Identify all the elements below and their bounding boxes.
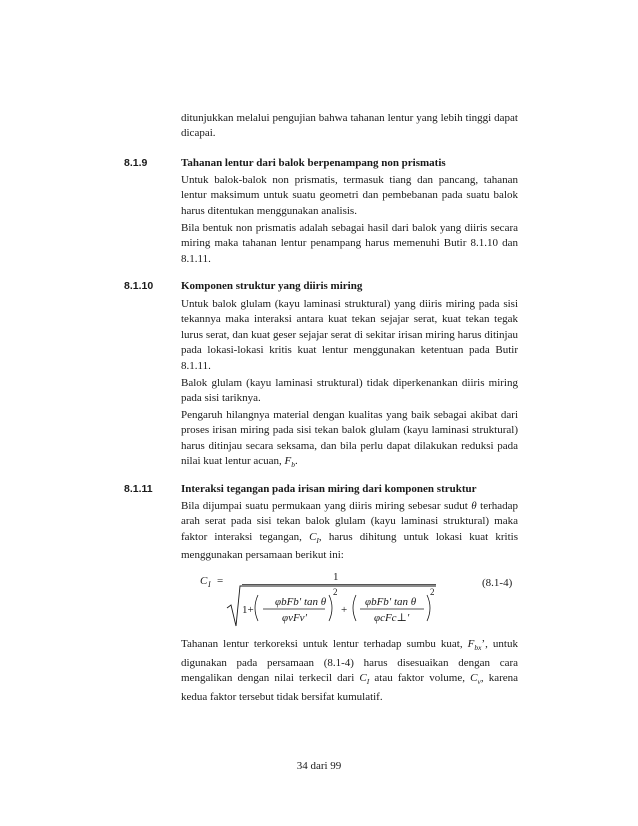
symbol-ci-2: $C_I$ (359, 672, 370, 687)
section-8110-paragraph-1: Untuk balok glulam (kayu laminasi struktural) yang diiris miring pada sisi tekannya maka interaksi antara kuat tekan sejajar serat, kuat tekan tegak lurus serat, dan kuat geser sejajar serat di sekitar irisan miring harus ditinjau pada lokasi-lokasi kritis kuat lentur menggunakan ketentuan pada Butir 8.1.11. (181, 298, 518, 372)
section-8111-paragraph-1: Bila dijumpai suatu permukaan yang diiris miring sebesar sudut θ terhadap arah serat pada sisi tekan balok glulam (kayu laminasi struktural) maka faktor interaksi tegangan, $C_I$, harus dihitung untuk lokasi kuat kritis menggunakan persamaan berikut ini: (181, 500, 519, 562)
eq-one-plus: 1+ (242, 604, 254, 616)
eq-equals: = (217, 575, 224, 587)
section-title-8111: Interaksi tegangan pada irisan miring dari komponen struktur (181, 483, 477, 495)
eq-lhs-sub: I (208, 580, 211, 589)
section-819-paragraph-2: Bila bentuk non prismatis adalah sebagai hasil dari balok yang diiris secara miring maka tahanan lentur penampang harus memenuhi Butir 8.1.10 dan 8.1.11. (181, 222, 518, 265)
eq-paren-left-2 (353, 595, 356, 621)
equation-graphic (200, 568, 520, 630)
eq-lhs: C (200, 575, 208, 587)
equation-number: (8.1-4) (482, 577, 513, 589)
eq-exponent-2: 2 (430, 587, 435, 597)
eq-paren-right-1 (329, 595, 332, 621)
section-819-paragraph-1: Untuk balok-balok non prismatis, termasuk tiang dan pancang, tahanan lentur maksimum untuk suatu geometri dan pembebanan pada suatu balok harus ditentukan menggunakan analisis. (181, 174, 518, 217)
section-number-8111: 8.1.11 (124, 483, 153, 495)
eq-numerator: 1 (333, 571, 339, 583)
section-8110-paragraph-2: Balok glulam (kayu laminasi struktural) tidak diperkenankan diiris miring pada sisi tariknya. (181, 377, 518, 405)
symbol-cv: $C_v$ (470, 672, 481, 687)
page-number: 34 dari 99 (296, 760, 342, 772)
eq-f2-numerator: φbFb′ tan θ (365, 596, 417, 608)
symbol-fbx: $F_{bx}$ (467, 638, 482, 653)
section-title-819: Tahanan lentur dari balok berpenampang non prismatis (181, 157, 446, 169)
eq-paren-left-1 (255, 595, 258, 621)
section-title-8110: Komponen struktur yang diiris miring (181, 280, 363, 292)
eq-paren-right-2 (427, 595, 430, 621)
equation-8-1-4 (200, 568, 520, 630)
eq-f2-denominator: φcFc⊥′ (374, 612, 410, 624)
symbol-fb: $F_b$ (284, 455, 296, 470)
symbol-ci: $C_I$ (309, 530, 319, 545)
section-number-819: 8.1.9 (124, 157, 148, 169)
section-number-8110: 8.1.10 (124, 280, 154, 292)
eq-f1-numerator: φbFb′ tan θ (275, 596, 327, 608)
eq-exponent-1: 2 (333, 587, 338, 597)
section-8111-paragraph-2: Tahanan lentur terkoreksi untuk lentur terhadap sumbu kuat, $F_{bx}$’, untuk digunakan pada persamaan (8.1-4) harus disesuaikan dengan cara mengalikan dengan nilai terkecil dari $C_I$ atau faktor volume, $C_v$, karena kedua faktor tersebut tidak bersifat kumulatif. (181, 638, 519, 703)
eq-f1-denominator: φvFv′ (282, 612, 307, 624)
eq-plus: + (341, 604, 348, 616)
intro-paragraph: ditunjukkan melalui pengujian bahwa tahanan lentur yang lebih tinggi dapat dicapai. (181, 112, 518, 140)
section-8110-paragraph-3: Pengaruh hilangnya material dengan kualitas yang baik sebagai akibat dari proses irisan miring pada sisi tekan balok glulam (kayu laminasi struktural) harus ditinjau secara seksama, dan bila perlu dapat dilakukan reduksi pada nilai kuat lentur acuan, $F_b$. (181, 409, 518, 470)
